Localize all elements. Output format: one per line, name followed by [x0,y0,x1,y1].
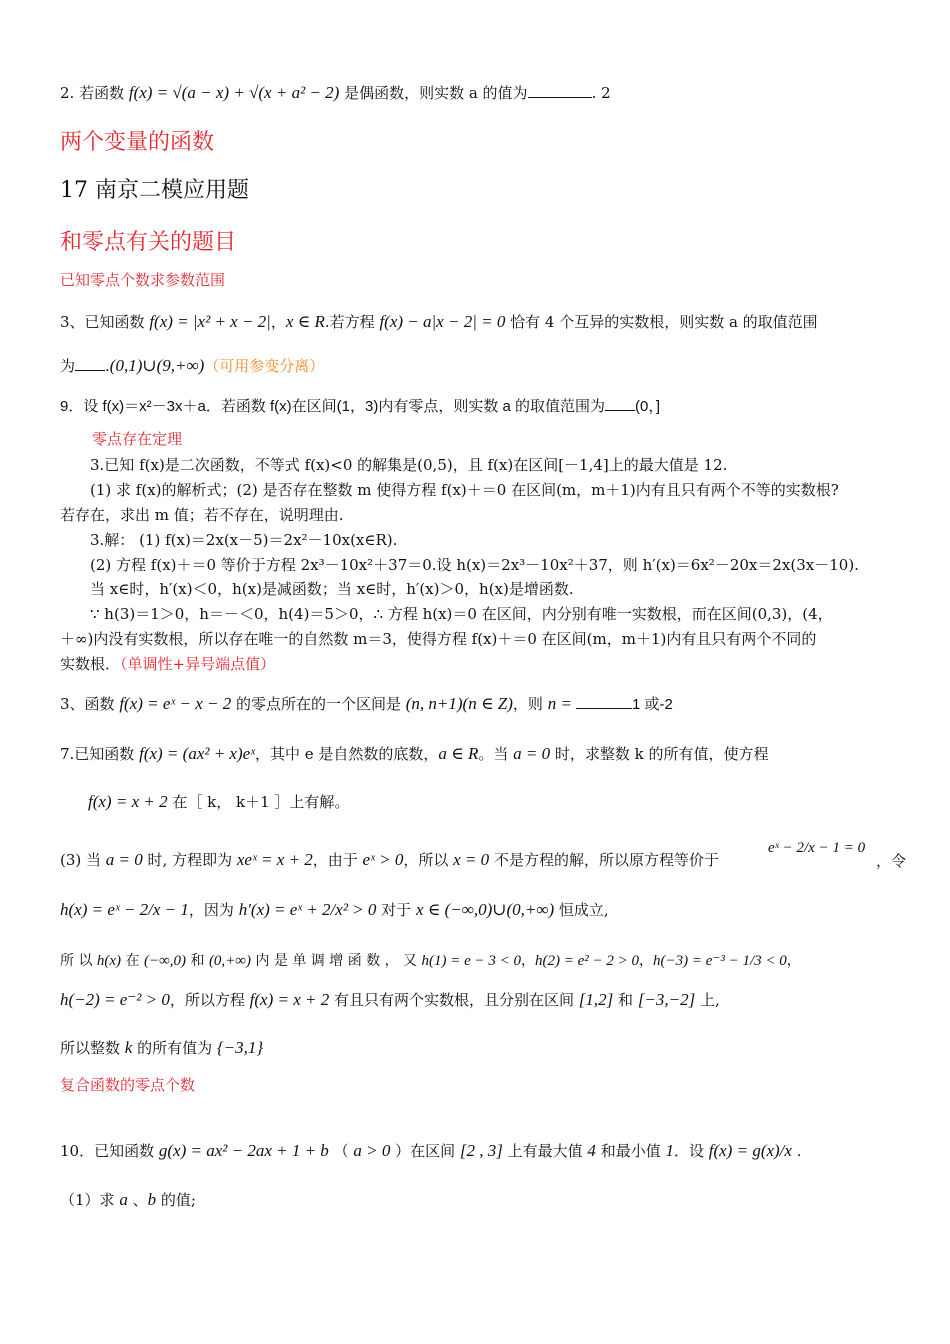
solution-3-formula-5-line [768,838,865,857]
solution-3-text-18: 的所有值为 [132,1039,217,1057]
solution-3-text-7: 对于 [376,901,416,919]
solution-3-formula-6: h(x) = eˣ − 2/x − 1 [60,900,189,919]
problem-2-answer: . 2 [591,84,611,102]
example-3-solution-3: 当 x∈时，h′(x)＜0，h(x)是减函数；当 x∈时，h′(x)＞0，h(x)是增函数. [90,580,574,598]
heading-zero-problems: 和零点有关的题目 [60,230,237,255]
problem-10-text-1: （ [328,1142,354,1160]
problem-2-formula: f(x) = √(a − x) + √(x + a² − 2) [128,83,340,102]
problem-10-text-5: ．设 [673,1142,709,1160]
problem-10-formula-6: f(x) = g(x)/x [708,1141,792,1160]
solution-3-text-13: ，所以方程 [169,991,250,1009]
problem-3-answer: (0,1)∪(9,+∞) [109,356,205,375]
heading-nanjing-mock: 17 南京二模应用题 [60,178,249,203]
problem-3b-line [60,694,673,714]
solution-3-text-12: 内 是 单 调 增 函 数 ， 又 [251,953,422,969]
solution-3-formula-1: a = 0 [105,850,143,869]
problem-10-text-6: . [791,1142,802,1160]
problem-3-note: （可用参变分离） [204,357,325,375]
solution-3-text-11: 和 [186,953,209,969]
solution-3-formula-14: h(−3) = e⁻³ − 1/3 < 0 [653,953,787,969]
solution-3-formula-16: f(x) = x + 2 [249,990,330,1009]
example-3-statement: 3.已知 f(x)是二次函数，不等式 f(x)<0 的解集是(0,5)，且 f(x)在区间[－1,4]上的最大值是 12. [90,456,728,474]
problem-7-text-4: 在［ k， k＋1 ］上有解。 [167,793,350,811]
problem-3-answer-prefix: 为 [60,357,76,375]
example-3-solution-1: 3.解： (1) f(x)＝2x(x－5)＝2x²－10x(x∈R). [90,531,398,549]
answer-blank [528,83,592,98]
solution-3-text-10: 在 [121,953,144,969]
problem-10-part-1-var-b: b [147,1190,157,1209]
solution-3-text-16: 上, [695,991,720,1009]
problem-9-text: 9．设 f(x)＝x²－3x＋a．若函数 f(x)在区间(1，3)内有零点，则实数 a 的取值范围为 [60,398,606,415]
solution-3-formula-19: k [124,1038,133,1057]
solution-3-formula-13: h(2) = e² − 2 > 0 [535,953,640,969]
solution-3-formula-3: eˣ > 0 [362,850,404,869]
problem-2-prefix: 2. 若函数 [60,84,129,102]
problem-10-part-1-var-a: a [119,1190,128,1209]
solution-3-text-5-line [876,852,906,870]
answer-blank [75,356,105,371]
problem-3-prefix: 3、已知函数 [60,313,150,331]
solution-3-text-5: ，令 [876,852,907,870]
problem-10-formula-1: g(x) = ax² − 2ax + 1 + b [158,1141,329,1160]
solution-3-formula-11: (0,+∞) [208,953,251,969]
problem-10-text-2: ）在区间 [390,1142,460,1160]
solution-3-formula-18: [−3,−2] [637,990,696,1009]
problem-3-text-2: 恰有 4 个互异的实数根，则实数 a 的取值范围 [505,313,818,331]
solution-3-text-3: ，所以 [403,851,454,869]
solution-3-formula-12: h(1) = e − 3 < 0 [421,953,522,969]
problem-10-formula-4: 4 [587,1141,596,1160]
problem-3b-text-1: 的零点所在的一个区间是 [231,695,406,713]
solution-3-formula-4: x = 0 [453,850,490,869]
problem-3b-answer: 1 或-2 [631,696,673,713]
solution-3-sep-2: ， [639,953,654,969]
solution-3-text-4: 不是方程的解，所以原方程等价于 [489,851,719,869]
problem-3-text-1: .若方程 [324,313,380,331]
solution-3-formula-20: {−3,1} [216,1038,264,1057]
solution-3-formula-10: (−∞,0) [143,953,187,969]
solution-3-text-6: ，因为 [188,901,239,919]
solution-3-line-4 [60,990,720,1010]
example-3-solution-4: ∵ h(3)＝1＞0，h＝－＜0，h(4)＝5＞0，∴ 方程 h(x)＝0 在区间，内分别有唯一实数根，而在区间(0,3)，(4， [90,605,833,623]
problem-3b-text-2: ，则 [512,695,548,713]
problem-3-formula-1: f(x) = |x² + x − 2| [149,312,271,331]
solution-3-text-14: 有且只有两个实数根，且分别在区间 [329,991,579,1009]
problem-3-formula-2: x ∈ R [285,312,325,331]
solution-3-sep-1: ， [521,953,536,969]
problem-7-prefix: 7.已知函数 [60,745,140,763]
problem-7-line [60,744,769,764]
problem-3-sep: ， [270,313,286,331]
heading-two-variable-functions: 两个变量的函数 [60,130,215,155]
example-3-solution-5: ＋∞)内没有实数根，所以存在唯一的自然数 m＝3，使得方程 f(x)＋＝0 在区间(m，m＋1)内有且只有两个不同的 [60,630,817,648]
problem-7-formula-4: f(x) = x + 2 [88,792,168,811]
solution-3-text-2: ，由于 [312,851,363,869]
subheading-param-range: 已知零点个数求参数范围 [60,271,226,289]
solution-3-text-9: 所 以 [60,953,97,969]
problem-3b-formula-1: f(x) = eˣ − x − 2 [119,694,232,713]
solution-3-line-3 [60,952,801,970]
problem-3b-prefix: 3、函数 [60,695,120,713]
problem-7-text-3: 时，求整数 k 的所有值，使方程 [550,745,769,763]
problem-7-formula-3: a = 0 [513,744,551,763]
problem-3b-formula-3: n = [547,694,572,713]
problem-7-line-2 [88,792,349,812]
answer-blank [605,396,635,411]
problem-10-part-1 [60,1190,196,1210]
problem-10-part-1-prefix: （1）求 [60,1191,120,1209]
problem-2-line [60,83,611,103]
solution-3-text-15: 和 [613,991,638,1009]
problem-10-text-3: 上有最大值 [502,1142,588,1160]
problem-10-text-4: 和最小值 [595,1142,666,1160]
solution-3-line-5 [60,1038,263,1058]
solution-3-line-2 [60,900,609,920]
solution-3-formula-5: eˣ − 2/x − 1 = 0 [768,840,866,856]
example-3-solution-6 [60,655,275,673]
problem-3-line [60,312,818,332]
solution-3-text-1: 时, 方程即为 [142,851,237,869]
solution-3-text-17: 所以整数 [60,1039,125,1057]
problem-9-answer: (0，] [635,398,661,415]
solution-3-formula-9: h(x) [96,953,122,969]
answer-blank [576,694,632,709]
problem-10-formula-3: [2 , 3] [459,1141,503,1160]
problem-10-part-1-text: 的值; [156,1191,196,1209]
problem-10-formula-2: a > 0 [353,1141,391,1160]
solution-3-text-8: 恒成立, [554,901,609,919]
example-3-question-cont: 若存在，求出 m 值；若不存在，说明理由. [60,506,344,524]
subheading-composite-zeros: 复合函数的零点个数 [60,1076,196,1094]
problem-10-part-1-sep: 、 [127,1191,148,1209]
example-3-note: （单调性+异号端点值） [120,655,276,673]
problem-2-text: 是偶函数，则实数 a 的值为 [339,84,528,102]
problem-9-line [60,396,660,416]
solution-3-prefix: (3) 当 [60,851,106,869]
solution-3-line-1 [60,850,719,870]
problem-3-formula-3: f(x) − a|x − 2| = 0 [379,312,506,331]
solution-3-sep-3: ， [786,953,801,969]
subheading-zero-theorem: 零点存在定理 [92,430,183,448]
problem-10-prefix: 10．已知函数 [60,1142,159,1160]
problem-7-formula-1: f(x) = (ax² + x)eˣ [139,744,255,763]
solution-3-formula-8: x ∈ (−∞,0)∪(0,+∞) [415,900,555,919]
problem-7-formula-2: a ∈ R [438,744,479,763]
problem-10-formula-5: 1 [665,1141,674,1160]
example-3-solution-6-text: 实数根． [60,655,121,673]
solution-3-formula-17: [1,2] [578,990,614,1009]
problem-3b-formula-2: (n, n+1)(n ∈ Z) [405,694,513,713]
problem-3-answer-line: 为 .(0,1)∪(9,+∞)（可用参变分离） [60,356,325,375]
example-3-question: (1) 求 f(x)的解析式；(2) 是否存在整数 m 使得方程 f(x)＋＝0 在区间(m，m＋1)内有且只有两个不等的实数根? [90,481,839,499]
problem-10-line [60,1141,802,1161]
solution-3-formula-15: h(−2) = e⁻² > 0 [60,990,170,1009]
problem-7-text-1: ，其中 e 是自然数的底数， [254,745,439,763]
example-3-solution-2: (2) 方程 f(x)＋＝0 等价于方程 2x³－10x²＋37＝0.设 h(x)＝2x³－10x²＋37，则 h′(x)＝6x²－20x＝2x(3x－10). [90,556,859,574]
solution-3-formula-2: xeˣ = x + 2 [236,850,313,869]
problem-7-text-2: 。当 [478,745,514,763]
solution-3-formula-7: h′(x) = eˣ + 2/x² > 0 [238,900,377,919]
